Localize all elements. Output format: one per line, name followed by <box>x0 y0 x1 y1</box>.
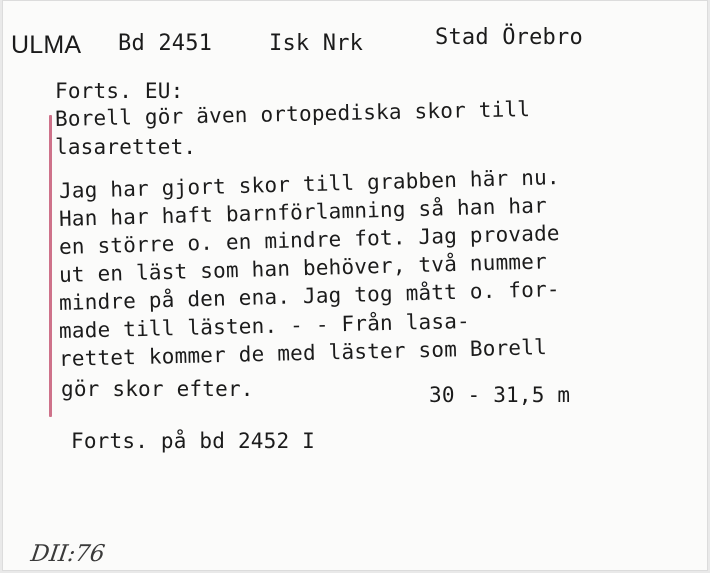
text-line: mindre på den ena. Jag tog mått o. for- <box>58 277 561 315</box>
handwritten-stamp: DII:76 <box>29 541 107 567</box>
place-name: Stad Örebro <box>435 25 583 50</box>
text-line: made till lästen. - - Från lasa- <box>58 308 471 343</box>
margin-rule <box>49 115 52 417</box>
text-line: Jag har gjort skor till grabben här nu. <box>58 165 561 203</box>
informant-code: Isk Nrk <box>269 31 364 56</box>
measurement: 30 - 31,5 m <box>429 383 571 407</box>
volume-number: Bd 2451 <box>118 31 213 56</box>
text-line: ut en läst som han behöver, två nummer <box>58 249 548 287</box>
text-line: Han har haft barnförlamning så han har <box>58 193 548 231</box>
text-line: rettet kommer de med läster som Borell <box>58 335 548 371</box>
text-line: Borell gör även ortopediska skor till <box>54 97 531 131</box>
continuation-note: Forts. på bd 2452 I <box>71 429 316 453</box>
archive-card <box>2 0 708 571</box>
text-line: gör skor efter. <box>61 377 254 401</box>
text-line: Forts. EU: <box>55 79 184 103</box>
archive-name: ULMA <box>11 31 82 59</box>
text-line: lasarettet. <box>55 135 197 159</box>
text-line: en större o. en mindre fot. Jag provade <box>58 221 561 259</box>
